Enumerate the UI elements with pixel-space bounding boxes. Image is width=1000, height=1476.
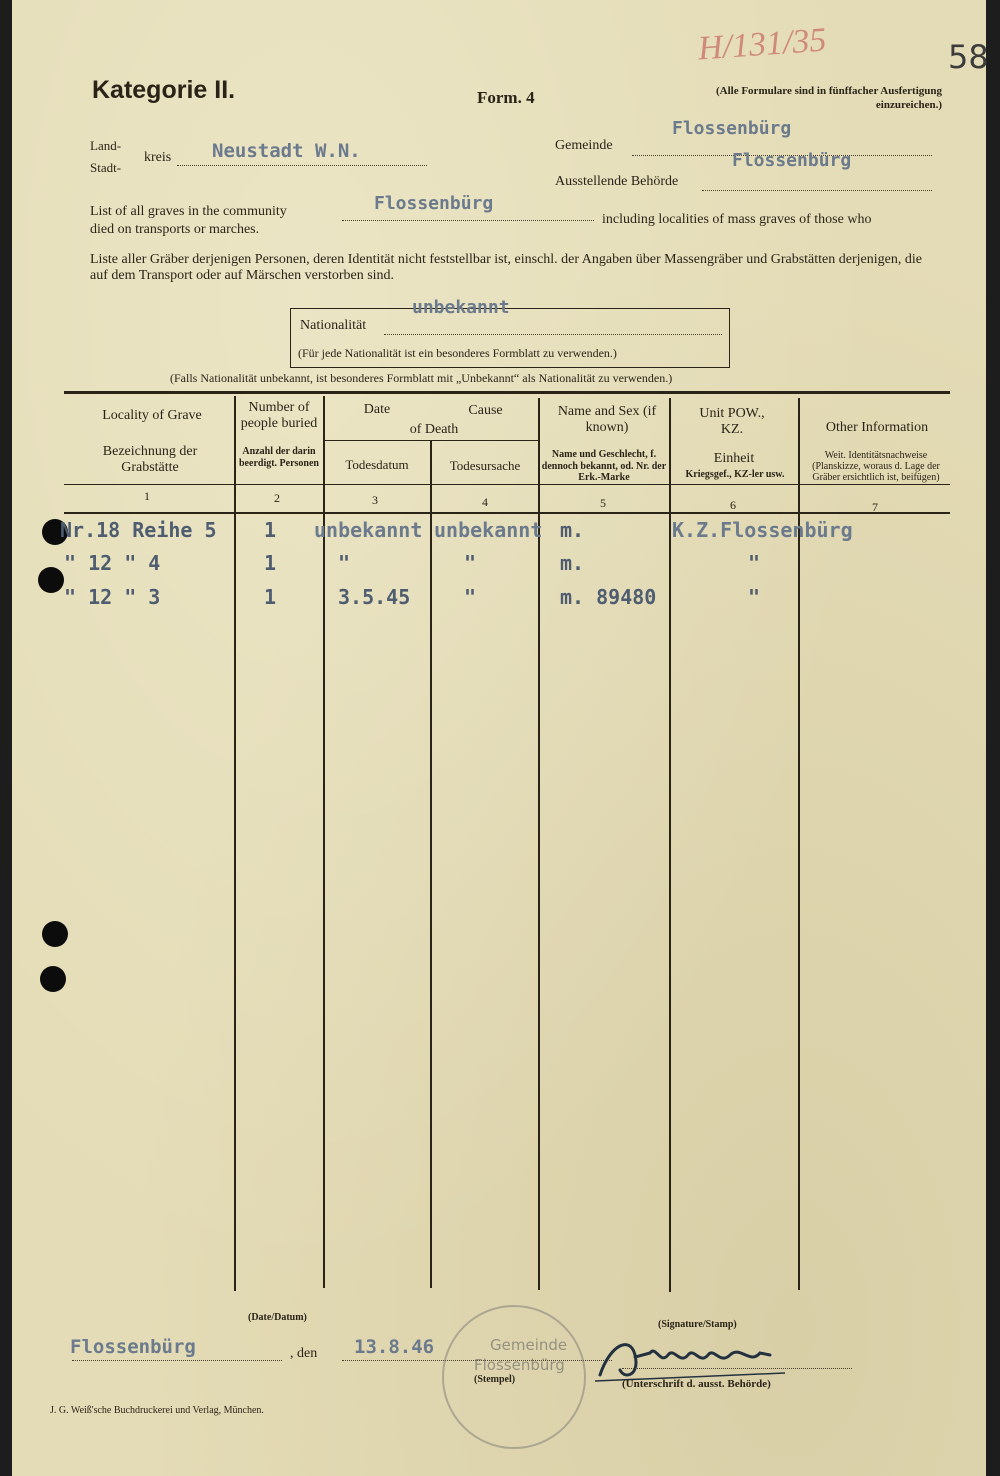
place-field-line: [72, 1360, 282, 1361]
gemeinde-value: Flossenbürg: [672, 118, 792, 139]
den-label: , den: [290, 1346, 318, 1361]
col-name-de: Name und Geschlecht, f. dennoch bekannt, od. Nr. der Erk.-Marke: [541, 449, 667, 483]
col-number: 2: [274, 491, 280, 505]
row-locality: " 12 " 4: [64, 551, 161, 575]
handwritten-signature: [590, 1325, 790, 1385]
col-of-death: of Death: [409, 422, 459, 437]
stamp-text-1: Gemeinde: [490, 1336, 568, 1354]
nationality-label: Nationalität: [300, 318, 367, 333]
category-title: Kategorie II.: [92, 76, 236, 104]
table-col-divider: [669, 398, 671, 1292]
table-top-rule: [64, 391, 950, 394]
col-number: 6: [730, 498, 736, 512]
table-number-rule: [64, 512, 950, 514]
community-field-line: [342, 220, 594, 221]
signature-field-line: [622, 1368, 852, 1369]
table-col-divider: [430, 440, 432, 1288]
col-number: 1: [144, 489, 150, 503]
row-count: 1: [264, 518, 277, 542]
row-count: 1: [264, 585, 277, 609]
behoerde-value: Flossenbürg: [732, 150, 852, 171]
col-number: 7: [872, 500, 878, 514]
table-col-divider: [234, 396, 236, 1291]
col-other-de: Weit. Identitätsnachweise (Planskizze, woraus d. Lage der Gräber ersichtlich ist, beifügen): [812, 450, 940, 483]
behoerde-label: Ausstellende Behörde: [555, 174, 679, 189]
col-unit-de-sub: Kriegsgef., KZ-ler usw.: [685, 469, 785, 480]
date-cause-span-rule: [325, 440, 538, 441]
intro-english-b: including localities of mass graves of those who: [602, 212, 872, 227]
intro-german: Liste aller Gräber derjenigen Personen, deren Identität nicht feststellbar ist, einschl. der Angaben über Massengräber und Grabstätten derjenigen, die auf dem Transport oder auf Märschen verstorben sind.: [90, 252, 922, 284]
signature-caption: (Unterschrift d. ausst. Behörde): [622, 1378, 771, 1390]
row-count: 1: [264, 551, 277, 575]
col-locality-en: Locality of Grave: [102, 408, 202, 423]
place-value: Flossenbürg: [70, 1336, 196, 1358]
row-unit: K.Z.Flossenbürg: [672, 518, 853, 542]
row-locality: Nr.18 Reihe 5: [60, 518, 217, 542]
signature-label: (Signature/Stamp): [658, 1319, 737, 1330]
printer-imprint: J. G. Weiß'sche Buchdruckerei und Verlag, München.: [50, 1405, 264, 1416]
table-header-rule: [64, 484, 950, 485]
col-number: 3: [372, 493, 378, 507]
col-cause-en: Cause: [468, 403, 503, 418]
col-locality-de: Bezeichnung der Grabstätte: [102, 444, 198, 476]
community-value: Flossenbürg: [374, 193, 494, 214]
col-name-en: Name and Sex (if known): [557, 404, 657, 436]
col-cause-de: Todesursache: [449, 458, 521, 473]
col-number: 4: [482, 495, 488, 509]
row-date: ": [338, 551, 351, 575]
page-number: 58: [948, 38, 989, 76]
row-cause: ": [464, 585, 477, 609]
col-unit-de: Einheit: [713, 451, 755, 466]
row-date: 3.5.45: [338, 585, 411, 609]
land-label: Land-: [90, 138, 122, 153]
row-cause: unbekannt: [434, 518, 543, 542]
col-other-en: Other Information: [825, 420, 929, 435]
nationality-value: unbekannt: [412, 297, 510, 318]
row-cause: ": [464, 551, 477, 575]
row-name: m.: [560, 551, 585, 575]
date-label: (Date/Datum): [248, 1312, 307, 1323]
copies-note: (Alle Formulare sind in fünffacher Ausfertigung einzureichen.): [715, 85, 942, 112]
kreis-label: kreis: [144, 150, 172, 165]
date-value: 13.8.46: [354, 1336, 435, 1358]
kreis-value: Neustadt W.N.: [212, 140, 361, 162]
row-date: unbekannt: [314, 518, 423, 542]
handwritten-reference: H/131/35: [696, 21, 828, 68]
row-unit: ": [748, 551, 761, 575]
stamp-label: (Stempel): [474, 1374, 516, 1385]
nationality-field-line: [384, 334, 722, 335]
col-count-de: Anzahl der darin beerdigt. Personen: [239, 446, 319, 469]
stamp-text-2: Flossenbürg: [474, 1356, 565, 1374]
row-unit: ": [748, 585, 761, 609]
row-name: m. 89480: [560, 585, 657, 609]
gemeinde-label: Gemeinde: [555, 138, 613, 153]
form-number: Form. 4: [477, 88, 535, 107]
behoerde-field-line: [702, 190, 932, 191]
nationality-unknown-note: (Falls Nationalität unbekannt, ist besonderes Formblatt mit „Unbekannt“ als Nationalität zu verwenden.): [170, 371, 673, 385]
intro-english-a: List of all graves in the community: [90, 204, 287, 219]
punch-hole: [40, 966, 66, 992]
punch-hole: [38, 567, 64, 593]
nationality-note: (Für jede Nationalität ist ein besonderes Formblatt zu verwenden.): [298, 346, 617, 360]
col-date-de: Todesdatum: [345, 457, 409, 472]
intro-english-c: died on transports or marches.: [90, 222, 260, 237]
col-number: 5: [600, 496, 606, 510]
document-page: [12, 0, 989, 1476]
col-count-en: Number of people buried: [240, 400, 318, 432]
stadt-label: Stadt-: [90, 160, 122, 175]
punch-hole: [42, 921, 68, 947]
row-name: m.: [560, 518, 585, 542]
kreis-field-line: [177, 165, 427, 166]
row-locality: " 12 " 3: [64, 585, 161, 609]
col-unit-en: Unit POW., KZ.: [699, 406, 765, 438]
col-date-en: Date: [363, 402, 391, 417]
